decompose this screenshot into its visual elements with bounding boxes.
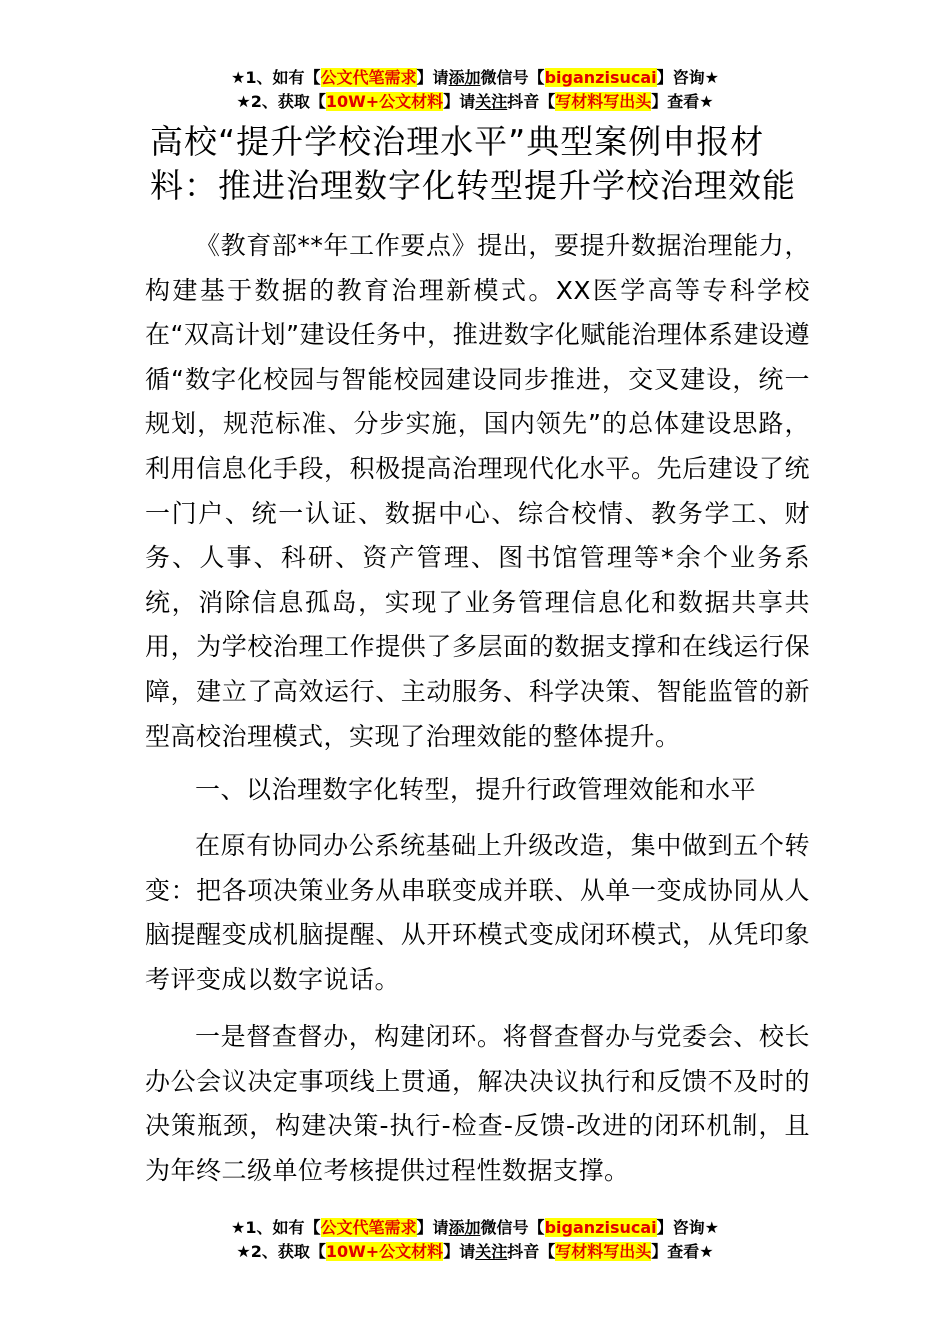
promo-emphasis: 添加 (448, 68, 481, 87)
promo-highlight: 10W+公文材料 (325, 92, 444, 111)
promo-line-2 (0, 90, 950, 114)
promo-highlight: biganzisucai (544, 1218, 657, 1237)
body-block-3 (145, 824, 810, 1002)
paragraph-supervision: 一是督查督办，构建闭环。将督查督办与党委会、校长办公会议决定事项线上贯通，解决决议执行和反馈不及时的决策瓶颈，构建决策-执行-检查-反馈-改进的闭环机制，且为年终二级单位考核提供过程性数据支撑。 (145, 1022, 810, 1185)
promo-text: 】查看★ (651, 92, 714, 111)
promo-text: 】请 (443, 1242, 476, 1261)
promo-line-1 (0, 66, 950, 90)
promo-text: 】请 (416, 1218, 449, 1237)
promo-banner-top (0, 66, 950, 114)
body-block-2 (145, 768, 810, 813)
promo-highlight: 公文代笔需求 (320, 1218, 417, 1237)
paragraph-transformations: 在原有协同办公系统基础上升级改造，集中做到五个转变：把各项决策业务从串联变成并联、从单一变成协同从人脑提醒变成机脑提醒、从开环模式变成闭环模式，从凭印象考评变成以数字说话。 (145, 831, 810, 994)
promo-emphasis: 关注 (475, 92, 508, 111)
promo-banner-bottom (0, 1216, 950, 1264)
promo-text: 】请 (416, 68, 449, 87)
promo-highlight: 10W+公文材料 (325, 1242, 444, 1261)
promo-text: 抖音【 (507, 1242, 556, 1261)
promo-text: 】咨询★ (656, 68, 719, 87)
promo-text: ★2、获取【 (236, 92, 326, 111)
promo-text: ★1、如有【 (231, 1218, 321, 1237)
promo-highlight: 公文代笔需求 (320, 68, 417, 87)
promo-text: 微信号【 (480, 68, 545, 87)
promo-highlight: 写材料写出头 (555, 1242, 652, 1261)
body-block-1 (145, 224, 810, 759)
promo-emphasis: 关注 (475, 1242, 508, 1261)
promo-highlight: biganzisucai (544, 68, 657, 87)
promo-text: 】查看★ (651, 1242, 714, 1261)
promo-text: 微信号【 (480, 1218, 545, 1237)
section-heading: 一、以治理数字化转型，提升行政管理效能和水平 (195, 775, 757, 804)
promo-text: 】咨询★ (656, 1218, 719, 1237)
document-title: 高校“提升学校治理水平”典型案例申报材料：推进治理数字化转型提升学校治理效能 (150, 122, 796, 205)
paragraph-intro: 《教育部**年工作要点》提出，要提升数据治理能力，构建基于数据的教育治理新模式。XX医学高等专科学校在“双高计划”建设任务中，推进数字化赋能治理体系建设遵循“数字化校园与智能校园建设同步推进，交叉建设，统一规划，规范标准、分步实施，国内领先”的总体建设思路，利用信息化手段，积极提高治理现代化水平。先后建设了统一门户、统一认证、数据中心、综合校情、教务学工、财务、人事、科研、资产管理、图书馆管理等*余个业务系统，消除信息孤岛，实现了业务管理信息化和数据共享共用，为学校治理工作提供了多层面的数据支撑和在线运行保障，建立了高效运行、主动服务、科学决策、智能监管的新型高校治理模式，实现了治理效能的整体提升。 (145, 231, 810, 751)
promo-line-1 (0, 1216, 950, 1240)
promo-text: ★1、如有【 (231, 68, 321, 87)
body-block-4 (145, 1015, 810, 1193)
promo-emphasis: 添加 (448, 1218, 481, 1237)
promo-text: 抖音【 (507, 92, 556, 111)
promo-highlight: 写材料写出头 (555, 92, 652, 111)
promo-text: ★2、获取【 (236, 1242, 326, 1261)
promo-text: 】请 (443, 92, 476, 111)
promo-line-2 (0, 1240, 950, 1264)
